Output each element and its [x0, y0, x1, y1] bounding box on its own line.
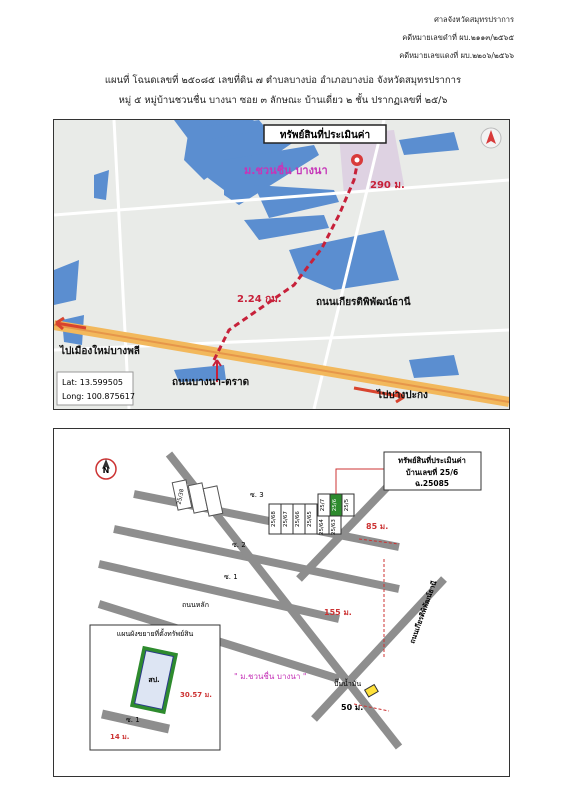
site-plan-canvas	[54, 429, 509, 776]
lot-number-subject: 25/6	[332, 498, 338, 512]
inset-title: แผนผังขยายที่ตั้งทรัพย์สิน	[116, 630, 194, 638]
water-body	[409, 355, 459, 378]
water-body	[254, 185, 339, 218]
village-label: ม.ชวนชื่น บางนา	[244, 164, 328, 177]
village-label: " ม.ชวนชื่น บางนา "	[234, 672, 307, 681]
inset-soi-label: ซ. 1	[126, 716, 140, 724]
property-house-number: บ้านเลขที่ 25/6	[405, 468, 459, 477]
gas-station-icon	[365, 685, 379, 697]
distance-290: 290 ม.	[370, 180, 405, 191]
road-bangna-label: ถนนบางนา-ตราด	[172, 377, 250, 388]
lot-number: 25/7	[320, 498, 326, 512]
property-pin-center	[355, 158, 360, 163]
distance-85: 85 ม.	[366, 522, 389, 531]
soi-3-label: ซ. 3	[250, 491, 264, 499]
water-body	[94, 170, 109, 200]
location-map	[53, 119, 510, 410]
lot-number: 25/67	[283, 511, 289, 527]
black-case-number: คดีหมายเลขดำที่ ผบ.๒๑๑๓/๒๕๖๕	[402, 33, 514, 42]
location-map-canvas	[54, 120, 509, 409]
callout-leader	[336, 469, 384, 494]
water-body	[399, 132, 459, 155]
lot-number: 25/65	[307, 511, 313, 527]
main-road-label: ถนนหลัก	[182, 601, 209, 609]
title-line-2: หมู่ ๕ หมู่บ้านชวนชื่น บางนา ซอย ๓ ลักษณะ บ้านเดี่ยว ๒ ชั้น ปรากฏเลขที่ ๒๕/๖	[118, 95, 448, 106]
to-bangprakong-label: ไปบางปะกง	[377, 390, 428, 401]
court-name: ศาลจังหวัดสมุทรปราการ	[434, 15, 514, 24]
to-bangphli-label: ไปเมืองใหม่บางพลี	[60, 346, 140, 357]
soi-1-label: ซ. 1	[224, 573, 238, 581]
water-body	[54, 260, 79, 305]
gas-station-label: ปั๊มน้ำมัน	[334, 680, 362, 688]
inset-lot-label: สป.	[148, 676, 160, 684]
latitude-text: Lat: 13.599505	[62, 378, 123, 387]
lot-number: 25/5	[344, 498, 350, 512]
lot-number: 25/63	[331, 519, 337, 535]
lot-number: 25/64	[319, 519, 325, 535]
kiat-road-label: ถนนเกียรติพิพัฒน์ธานี	[408, 579, 439, 645]
soi-2-label: ซ. 2	[232, 541, 246, 549]
inset-height-label: 14 ม.	[110, 733, 130, 741]
lot-number: 25/66	[295, 511, 301, 527]
title-line-1: แผนที่ โฉนดเลขที่ ๒๕๐๘๕ เลขที่ดิน ๗ ตำบลบางบ่อ อำเภอบางบ่อ จังหวัดสมุทรปราการ	[104, 75, 462, 86]
distance-155: 155 ม.	[324, 608, 352, 617]
distance-2-24: 2.24 กม.	[237, 294, 282, 305]
distance-50: 50 ม.	[341, 703, 364, 712]
property-deed-number: ฉ.25085	[414, 479, 450, 488]
minor-road	[114, 120, 129, 409]
lot-label: 25/38	[176, 488, 186, 506]
property-callout-title: ทรัพย์สินที่ประเมินค่า	[398, 456, 466, 465]
north-label: N	[102, 466, 110, 475]
inset-width-label: 30.57 ม.	[180, 691, 212, 699]
red-case-number: คดีหมายเลขแดงที่ ผบ.๒๒๐๖/๒๕๖๖	[399, 51, 514, 60]
road-kiat-label: ถนนเกียรติพิพัฒน์ธานี	[316, 297, 411, 308]
longitude-text: Long: 100.875617	[62, 392, 135, 401]
property-label: ทรัพย์สินที่ประเมินค่า	[279, 130, 371, 141]
site-plan	[53, 428, 510, 777]
water-body	[244, 215, 329, 240]
lot-number: 25/68	[271, 511, 277, 527]
